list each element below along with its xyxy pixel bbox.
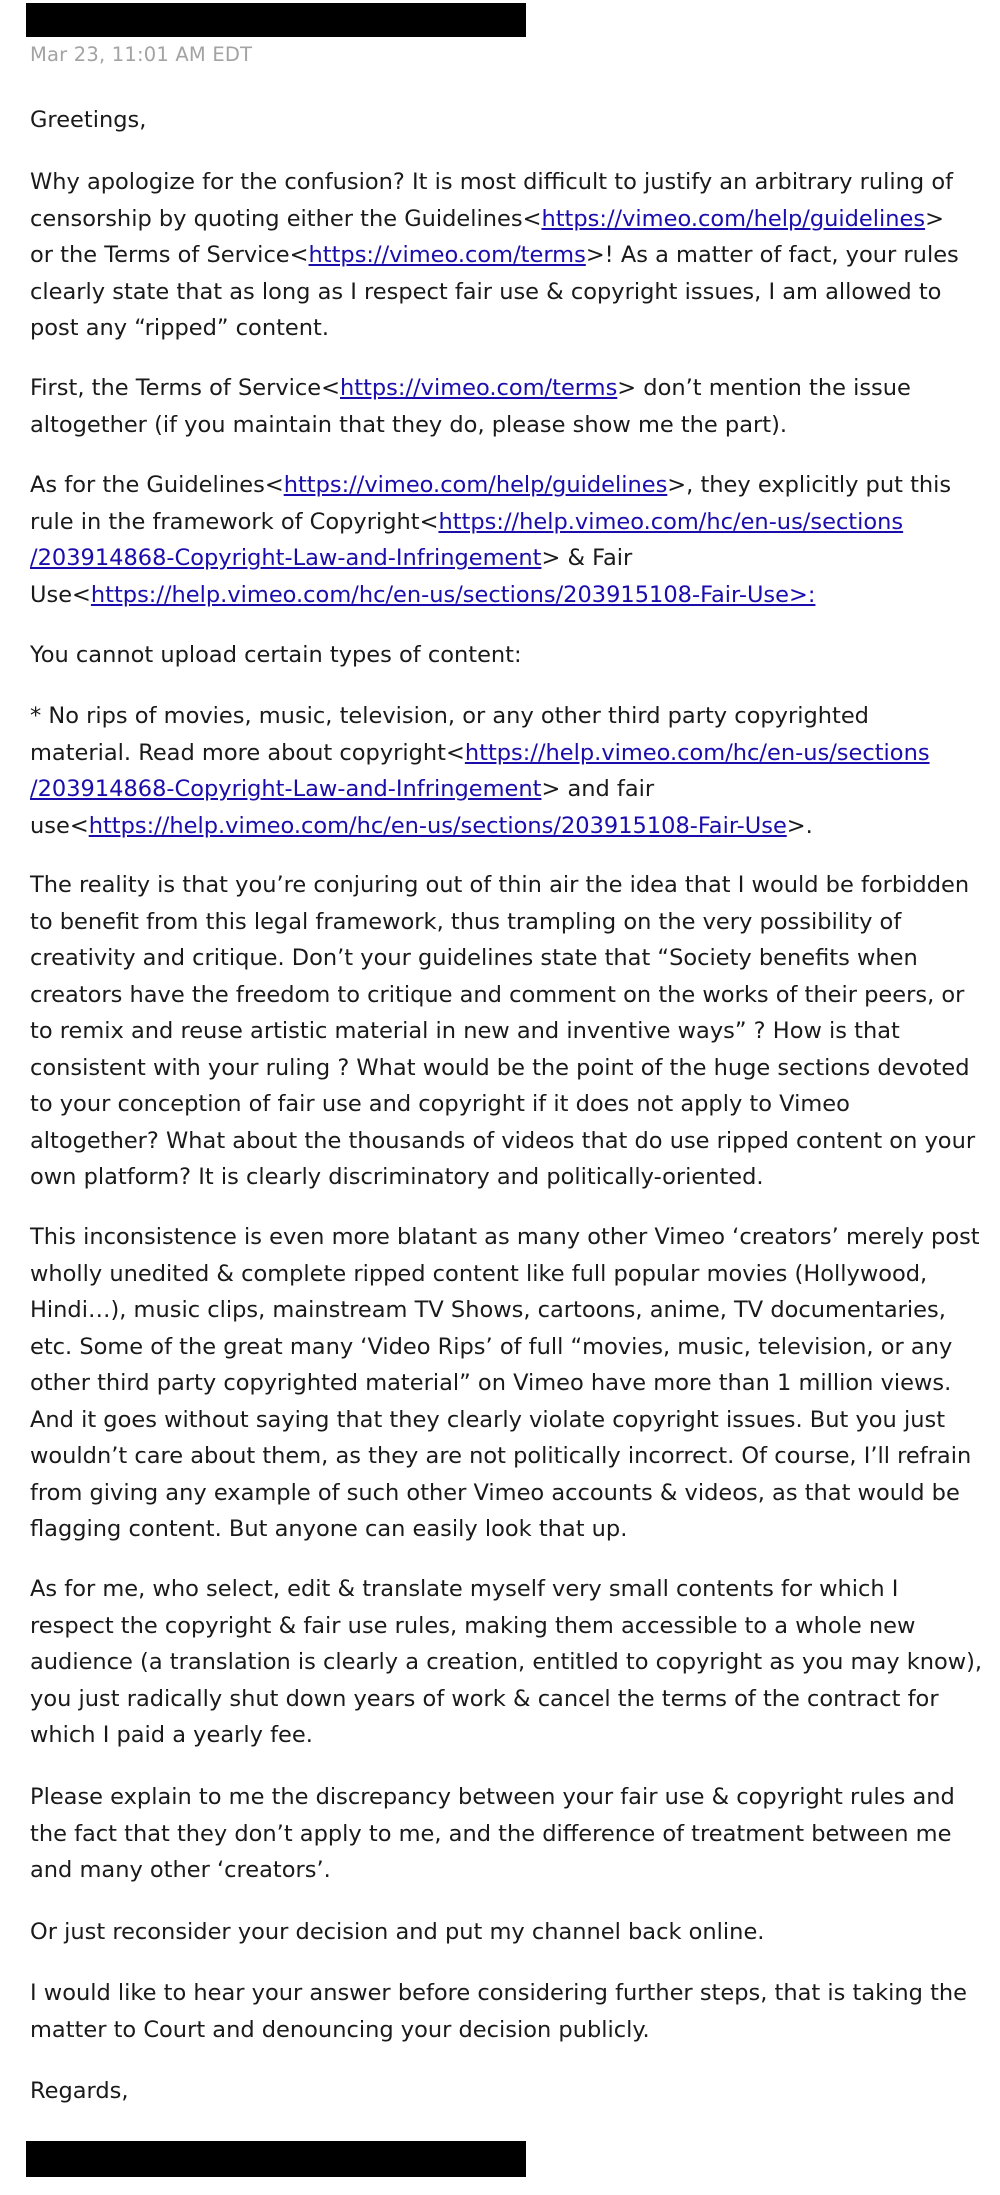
copyright-link[interactable]: /203914868-Copyright-Law-and-Infringement: [30, 776, 542, 802]
paragraph-line: Use<https://help.vimeo.com/hc/en-us/sections/203915108-Fair-Use>:: [30, 581, 816, 608]
paragraph-line: Please explain to me the discrepancy between your fair use & copyright rules and: [30, 1784, 955, 1810]
paragraph-line: to remix and reuse artistic material in new and inventive ways” ? How is that: [30, 1018, 900, 1044]
paragraph-line: As for the Guidelines<https://vimeo.com/help/guidelines>, they explicitly put this: [30, 472, 952, 498]
paragraph-line: the fact that they don’t apply to me, and the difference of treatment between me: [30, 1820, 952, 1847]
terms-link[interactable]: https://vimeo.com/terms: [340, 375, 618, 401]
paragraph-line: material. Read more about copyright<https://help.vimeo.com/hc/en-us/sections: [30, 739, 930, 766]
paragraph-line: wouldn’t care about them, as they are not politically incorrect. Of course, I’ll refrain: [30, 1443, 972, 1469]
paragraph-line: /203914868-Copyright-Law-and-Infringement> & Fair: [30, 545, 633, 571]
paragraph-10: Or just reconsider your decision and put my channel back online.: [30, 1919, 765, 1945]
paragraph-line: As for me, who select, edit & translate myself very small contents for which I: [30, 1576, 899, 1602]
paragraph-line: This inconsistence is even more blatant as many other Vimeo ‘creators’ merely post: [30, 1224, 980, 1250]
paragraph-line: you just radically shut down years of work & cancel the terms of the contract for: [30, 1685, 939, 1712]
paragraph-line: to benefit from this legal framework, thus trampling on the very possibility of: [30, 908, 902, 935]
paragraph-5: [30, 698, 990, 844]
paragraph-line: altogether (if you maintain that they do, please show me the part).: [30, 411, 788, 438]
paragraph-line: which I paid a yearly fee.: [30, 1722, 313, 1748]
paragraph-line: wholly unedited & complete ripped content like full popular movies (Hollywood,: [30, 1260, 928, 1287]
greeting: Greetings,: [30, 107, 147, 133]
paragraph-2: [30, 370, 990, 443]
paragraph-1: [30, 164, 990, 347]
paragraph-line: Why apologize for the confusion? It is most difficult to justify an arbitrary ruling of: [30, 169, 954, 195]
paragraph-line: /203914868-Copyright-Law-and-Infringement> and fair: [30, 776, 655, 802]
paragraph-line: rule in the framework of Copyright<https://help.vimeo.com/hc/en-us/sections: [30, 508, 904, 535]
terms-link[interactable]: https://vimeo.com/terms: [308, 242, 586, 268]
paragraph-line: or the Terms of Service<https://vimeo.com/terms>! As a matter of fact, your rules: [30, 242, 959, 268]
fair-use-link[interactable]: https://help.vimeo.com/hc/en-us/sections/203915108-Fair-Use>:: [90, 581, 816, 608]
guidelines-link[interactable]: https://vimeo.com/help/guidelines: [541, 205, 926, 232]
paragraph-line: And it goes without saying that they clearly violate copyright issues. But you just: [30, 1406, 946, 1433]
paragraph-line: matter to Court and denouncing your decision publicly.: [30, 2016, 650, 2043]
copyright-link[interactable]: https://help.vimeo.com/hc/en-us/sections: [464, 739, 930, 766]
signoff: Regards,: [30, 2078, 129, 2104]
paragraph-line: Hindi…), music clips, mainstream TV Shows, cartoons, anime, TV documentaries,: [30, 1297, 946, 1323]
paragraph-line: altogether? What about the thousands of videos that do use ripped content on your: [30, 1127, 976, 1154]
guidelines-link[interactable]: https://vimeo.com/help/guidelines: [283, 472, 668, 498]
fair-use-link[interactable]: https://help.vimeo.com/hc/en-us/sections/203915108-Fair-Use: [88, 812, 787, 839]
paragraph-line: post any “ripped” content.: [30, 315, 329, 341]
paragraph-line: consistent with your ruling ? What would be the point of the huge sections devoted: [30, 1054, 970, 1081]
paragraph-line: clearly state that as long as I respect fair use & copyright issues, I am allowed to: [30, 278, 942, 305]
paragraph-line: creators have the freedom to critique and comment on the works of their peers, or: [30, 981, 965, 1008]
paragraph-line: I would like to hear your answer before considering further steps, that is taking the: [30, 1980, 968, 2006]
paragraph-line: to your conception of fair use and copyright if it does not apply to Vimeo: [30, 1091, 850, 1117]
paragraph-6: [30, 867, 990, 1196]
email-timestamp: Mar 23, 11:01 AM EDT: [30, 43, 253, 66]
paragraph-line: The reality is that you’re conjuring out of thin air the idea that I would be forbidden: [30, 872, 970, 898]
paragraph-11: [30, 1975, 990, 2048]
paragraph-line: censorship by quoting either the Guidelines<https://vimeo.com/help/guidelines>: [30, 205, 944, 232]
paragraph-4: You cannot upload certain types of content:: [30, 642, 522, 668]
paragraph-line: etc. Some of the great many ‘Video Rips’ of full “movies, music, television, or any: [30, 1333, 953, 1360]
paragraph-line: from giving any example of such other Vimeo accounts & videos, as that would be: [30, 1479, 960, 1506]
paragraph-8: [30, 1571, 990, 1754]
redacted-signature-bar: [26, 2141, 526, 2177]
redacted-sender-bar: [26, 3, 526, 37]
paragraph-line: and many other ‘creators’.: [30, 1857, 331, 1883]
paragraph-7: [30, 1219, 990, 1548]
paragraph-line: creativity and critique. Don’t your guidelines state that “Society benefits when: [30, 945, 918, 971]
paragraph-9: [30, 1779, 990, 1889]
paragraph-line: First, the Terms of Service<https://vimeo.com/terms> don’t mention the issue: [30, 375, 911, 401]
paragraph-line: audience (a translation is clearly a creation, entitled to copyright as you may know),: [30, 1649, 983, 1675]
paragraph-line: * No rips of movies, music, television, or any other third party copyrighted: [30, 703, 869, 729]
paragraph-line: use<https://help.vimeo.com/hc/en-us/sections/203915108-Fair-Use>.: [30, 812, 813, 839]
paragraph-line: flagging content. But anyone can easily look that up.: [30, 1516, 628, 1542]
copyright-link[interactable]: https://help.vimeo.com/hc/en-us/sections: [438, 508, 904, 535]
paragraph-line: other third party copyrighted material” on Vimeo have more than 1 million views.: [30, 1370, 952, 1396]
paragraph-line: respect the copyright & fair use rules, making them accessible to a whole new: [30, 1612, 916, 1639]
paragraph-line: own platform? It is clearly discriminatory and politically-oriented.: [30, 1164, 764, 1190]
copyright-link[interactable]: /203914868-Copyright-Law-and-Infringement: [30, 545, 542, 571]
paragraph-3: [30, 467, 990, 613]
